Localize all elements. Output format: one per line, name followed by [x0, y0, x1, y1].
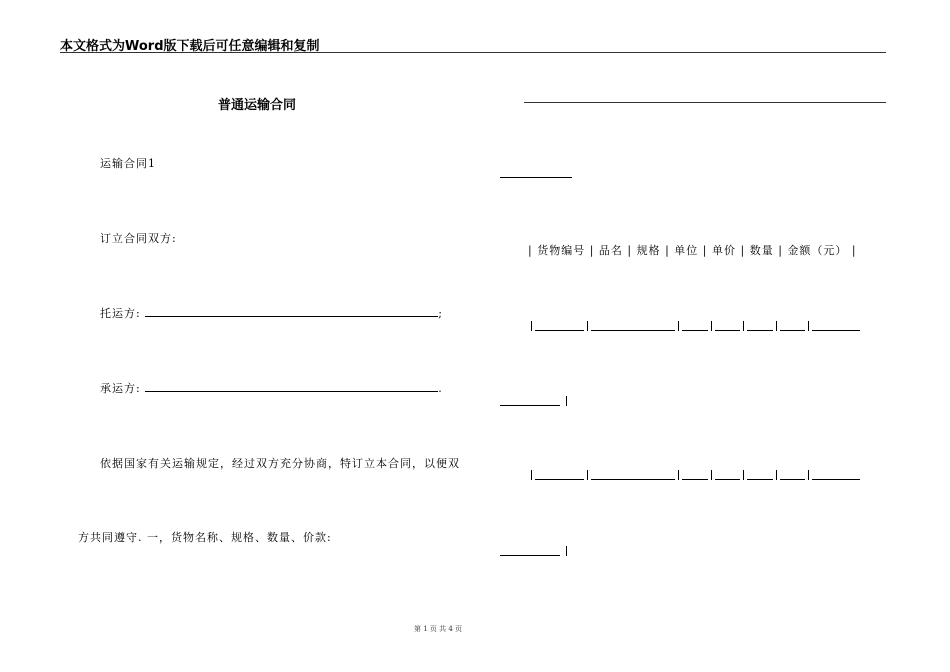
header-text: 本文格式为Word版下载后可任意编辑和复制 — [60, 39, 320, 54]
carrier-label: 承运方: — [100, 382, 141, 395]
document-title: 普通运输合同 — [218, 98, 297, 113]
paragraph-2: 方共同遵守. 一，货物名称、规格、数量、价款: — [78, 531, 332, 544]
shipper-end: ; — [438, 307, 443, 320]
short-rule — [500, 177, 572, 178]
right-column-rule — [524, 102, 886, 103]
parties-intro: 订立合同双方: — [100, 232, 177, 245]
goods-table-fragment-1 — [500, 393, 567, 406]
goods-table-row-2 — [528, 467, 860, 480]
carrier-line — [100, 380, 443, 396]
goods-table-header: | 货物编号 | 品名 | 规格 | 单位 | 单价 | 数量 | 金额（元） | — [528, 244, 857, 257]
shipper-label: 托运方: — [100, 307, 141, 320]
page-footer: 第 1 页 共 4 页 — [414, 625, 463, 633]
goods-table-fragment-2 — [500, 543, 567, 556]
contract-subtitle: 运输合同1 — [100, 157, 156, 170]
header-rule — [60, 52, 886, 53]
paragraph-1: 依据国家有关运输规定，经过双方充分协商，特订立本合同，以便双 — [100, 457, 460, 470]
shipper-line — [100, 305, 443, 321]
shipper-blank — [145, 315, 438, 317]
carrier-end: . — [438, 382, 443, 395]
goods-table-row-1 — [528, 318, 860, 331]
carrier-blank — [145, 390, 438, 392]
